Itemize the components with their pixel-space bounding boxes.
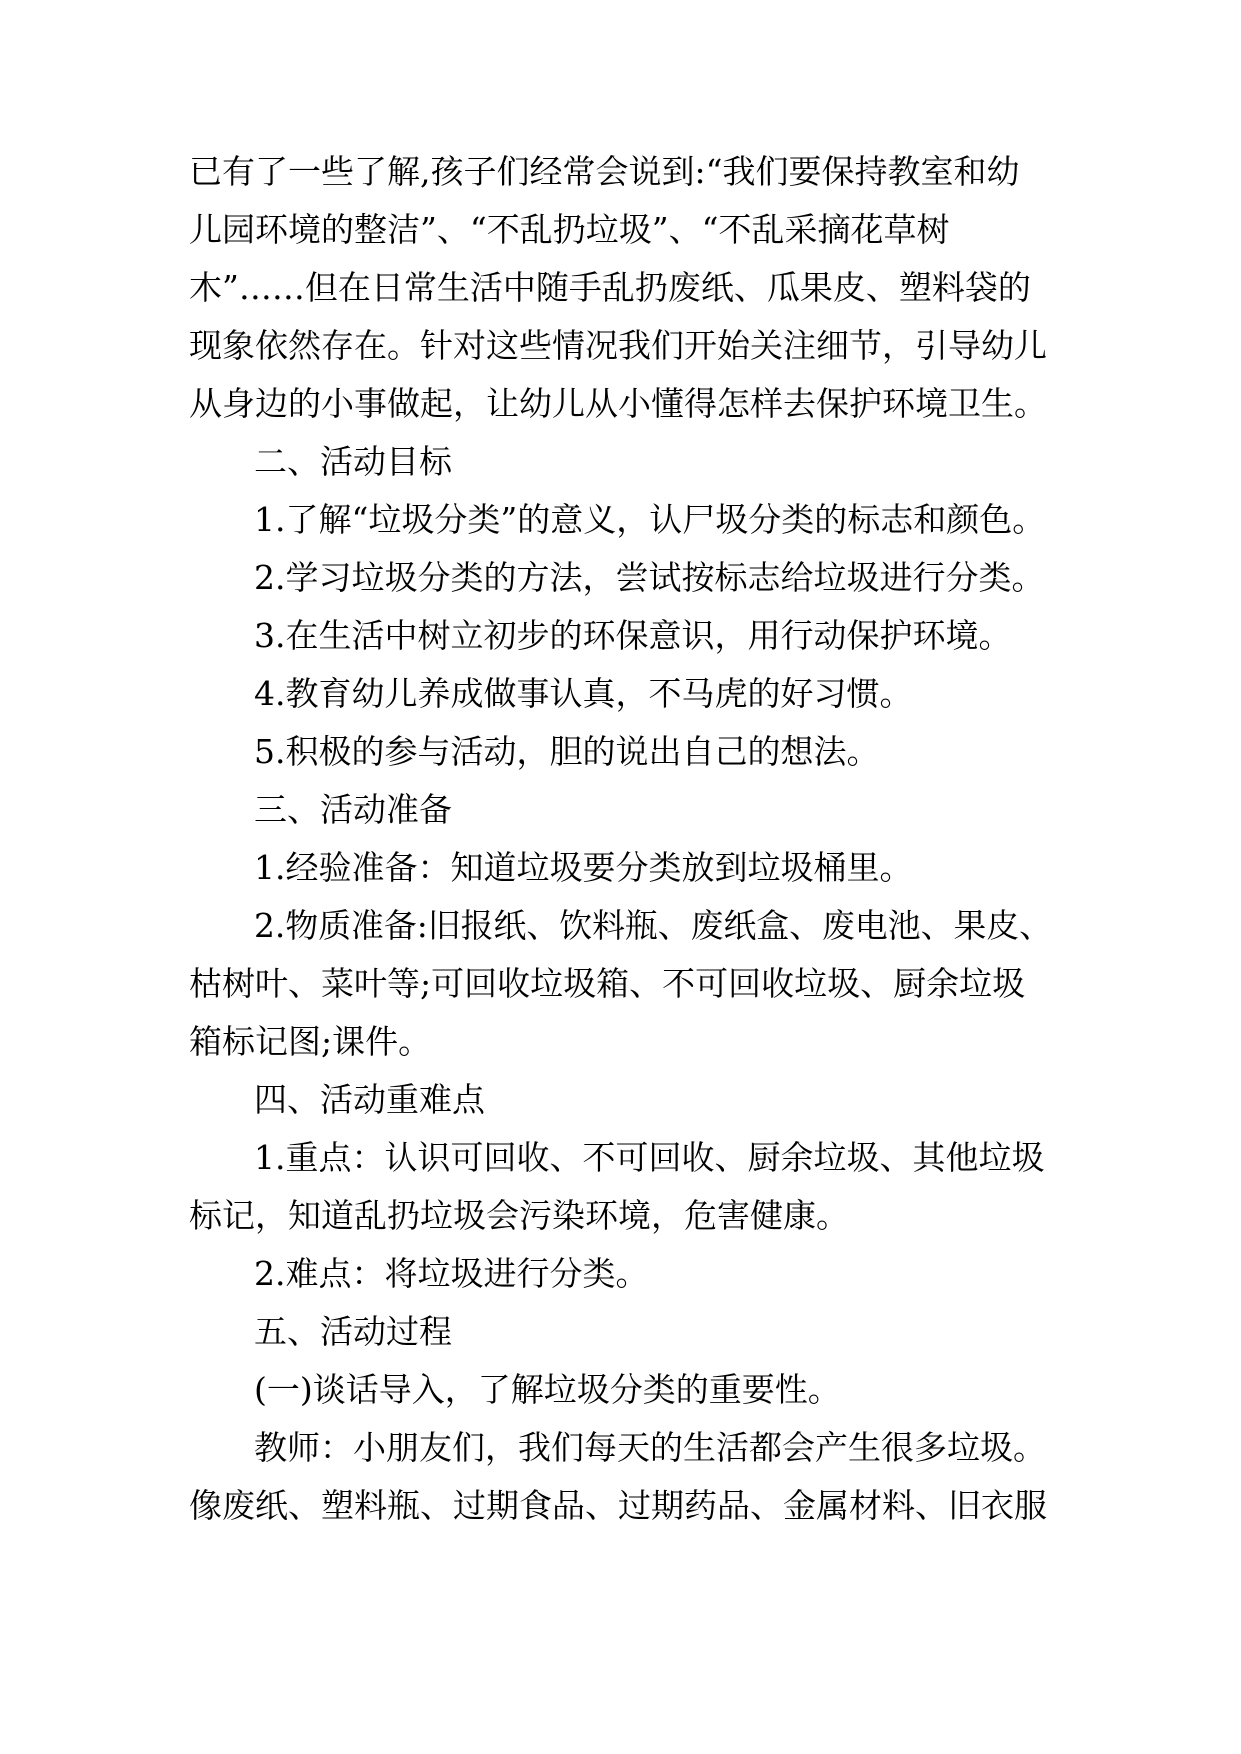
line-text: 箱标记图;课件。 [189, 1022, 432, 1061]
text-line [0, 1070, 1241, 1130]
text-line [0, 200, 1241, 260]
line-text: 2.物质准备:旧报纸、饮料瓶、废纸盒、废电池、果皮、 [254, 906, 1053, 945]
line-text: 四、活动重难点 [254, 1080, 485, 1119]
text-line [0, 258, 1241, 318]
text-line [0, 722, 1241, 782]
line-text: 五、活动过程 [254, 1312, 452, 1351]
text-line [0, 1186, 1241, 1246]
text-line [0, 1418, 1241, 1478]
text-line [0, 780, 1241, 840]
line-text: (一)谈话导入，了解垃圾分类的重要性。 [254, 1370, 841, 1409]
line-text: 1.了解“垃圾分类”的意义，认尸圾分类的标志和颜色。 [254, 500, 1046, 539]
text-line [0, 1360, 1241, 1420]
text-line [0, 374, 1241, 434]
line-text: 从身边的小事做起，让幼儿从小懂得怎样去保护环境卫生。 [189, 384, 1047, 423]
line-text: 像废纸、塑料瓶、过期食品、过期药品、金属材料、旧衣服 [189, 1486, 1047, 1525]
line-text: 2.难点：将垃圾进行分类。 [254, 1254, 649, 1293]
text-line [0, 1476, 1241, 1536]
text-line [0, 142, 1241, 202]
line-text: 三、活动准备 [254, 790, 452, 829]
text-line [0, 316, 1241, 376]
line-text: 5.积极的参与活动，胆的说出自己的想法。 [254, 732, 880, 771]
line-text: 1.经验准备：知道垃圾要分类放到垃圾桶里。 [254, 848, 913, 887]
line-text: 儿园环境的整洁”、“不乱扔垃圾”、“不乱采摘花草树 [189, 210, 950, 249]
line-text: 标记，知道乱扔垃圾会污染环境，危害健康。 [189, 1196, 849, 1235]
line-text: 3.在生活中树立初步的环保意识，用行动保护环境。 [254, 616, 1012, 655]
line-text: 现象依然存在。针对这些情况我们开始关注细节，引导幼儿 [189, 326, 1047, 365]
text-line [0, 432, 1241, 492]
text-line [0, 490, 1241, 550]
line-text: 4.教育幼儿养成做事认真，不马虎的好习惯。 [254, 674, 913, 713]
line-text: 枯树叶、菜叶等;可回收垃圾箱、不可回收垃圾、厨余垃圾 [189, 964, 1026, 1003]
text-line [0, 606, 1241, 666]
text-line [0, 664, 1241, 724]
line-text: 1.重点：认识可回收、不可回收、厨余垃圾、其他垃圾 [254, 1138, 1045, 1177]
line-text: 二、活动目标 [254, 442, 452, 481]
text-line [0, 1244, 1241, 1304]
text-line [0, 1012, 1241, 1072]
text-line [0, 954, 1241, 1014]
text-line [0, 838, 1241, 898]
text-line [0, 548, 1241, 608]
line-text: 教师：小朋友们，我们每天的生活都会产生很多垃圾。 [254, 1428, 1046, 1467]
text-line [0, 1302, 1241, 1362]
line-text: 木”……但在日常生活中随手乱扔废纸、瓜果皮、塑料袋的 [189, 268, 1031, 307]
line-text: 2.学习垃圾分类的方法，尝试按标志给垃圾进行分类。 [254, 558, 1045, 597]
text-line [0, 896, 1241, 956]
text-line [0, 1128, 1241, 1188]
line-text: 已有了一些了解,孩子们经常会说到:“我们要保持教室和幼 [189, 152, 1020, 191]
